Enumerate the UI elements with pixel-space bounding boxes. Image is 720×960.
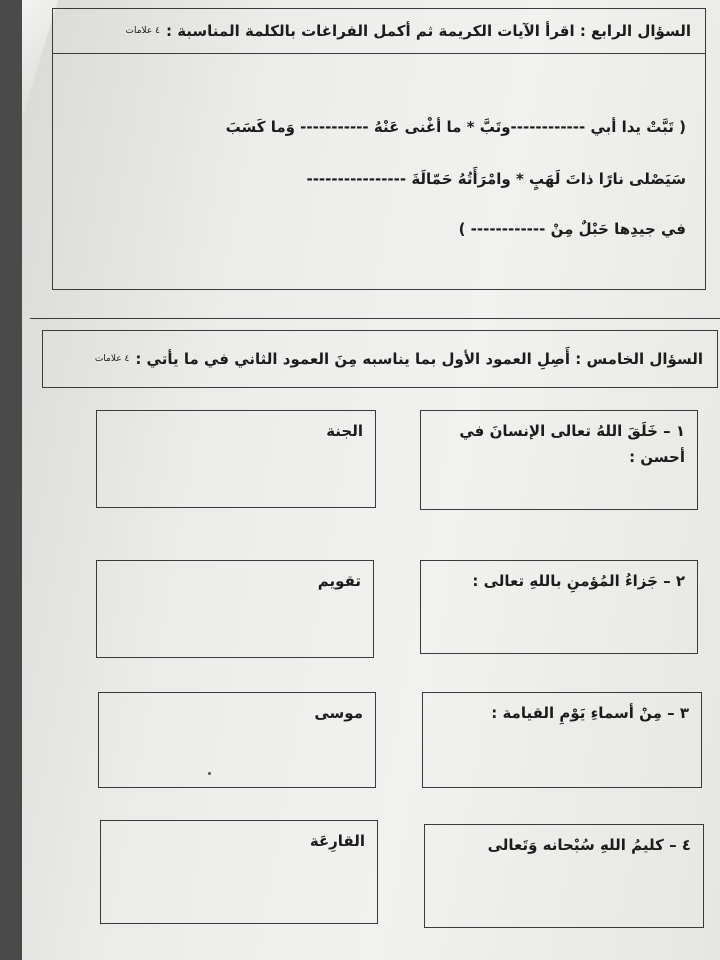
q5-title: السؤال الخامس : أَصِلِ العمود الأول بما يناسبه مِنَ العمود الثاني في ما يأتي :: [135, 350, 703, 368]
column-one-item-3-text: ٣ – مِنْ أسماءِ يَوْمِ القيامة :: [491, 704, 689, 722]
column-two-item-2: [96, 560, 374, 658]
column-two-item-2-text: تقويم: [317, 572, 361, 590]
q5-header-box: [42, 330, 718, 388]
column-two-item-1-text: الجنة: [326, 422, 363, 440]
column-two-item-1: [96, 410, 376, 508]
q4-title: السؤال الرابع : اقرأ الآيات الكريمة ثم أكمل الفراغات بالكلمة المناسبة :: [165, 22, 691, 40]
column-one-item-1: [420, 410, 698, 510]
section-divider: [30, 318, 720, 319]
column-one-item-2-text: ٢ – جَزاءُ المُؤمنِ باللهِ تعالى :: [472, 572, 685, 590]
q4-line-2: سَيَصْلى نارًا ذاتَ لَهَبٍ * وامْرَأَتُهُ حَمّالَةَ ----------------: [306, 170, 686, 188]
column-two-item-3: [98, 692, 376, 788]
pen-mark: [208, 772, 211, 775]
q4-marks: ٤ علامات: [125, 26, 160, 36]
column-one-item-3: [422, 692, 702, 788]
column-one-item-4: [424, 824, 704, 928]
q4-header-box: [52, 8, 706, 54]
column-one-item-2: [420, 560, 698, 654]
column-two-item-4: [100, 820, 378, 924]
column-two-item-3-text: موسى: [314, 704, 363, 722]
column-two-item-4-text: القارِعَة: [309, 832, 365, 850]
q5-marks: ٤ علامات: [94, 354, 130, 364]
q4-line-1: ( تَبَّتْ يدا أبي ------------وتَبَّ * ما أغْنى عَنْهُ ----------- وَما كَسَبَ: [225, 118, 686, 136]
column-one-item-1-text: ١ – خَلَقَ اللهُ تعالى الإنسانَ في أحسن :: [459, 422, 685, 466]
column-one-item-4-text: ٤ – كليمُ اللهِ سُبْحانه وَتَعالى: [487, 836, 691, 854]
q4-line-3: في جيدِها حَبْلٌ مِنْ ------------ ): [458, 220, 686, 238]
